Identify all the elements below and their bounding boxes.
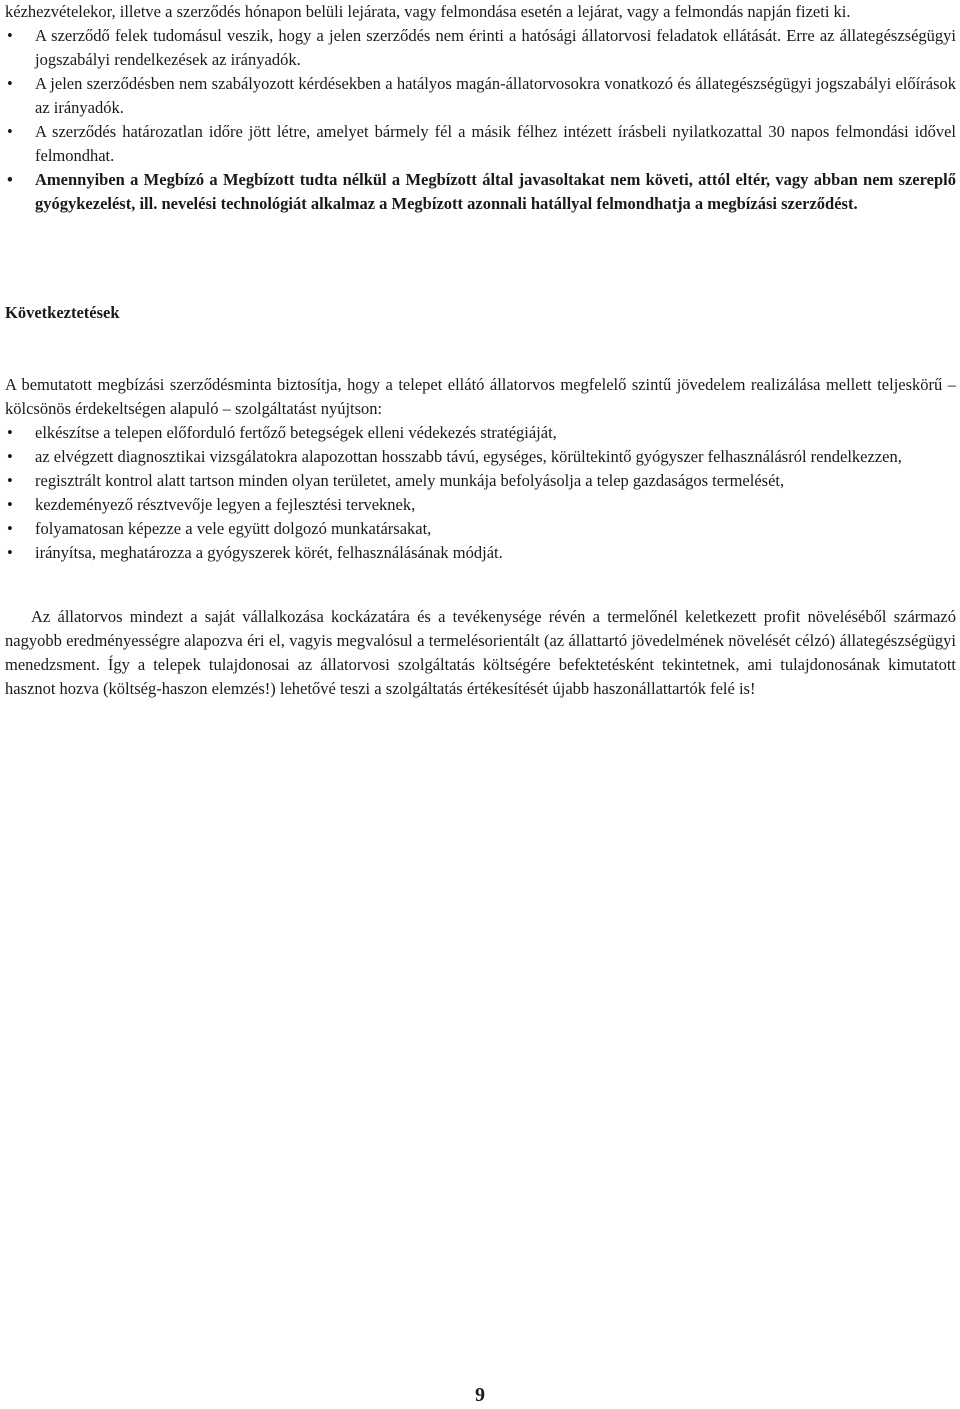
- top-section: [5, 0, 956, 216]
- list-item: [5, 24, 956, 72]
- list-item-text: Amennyiben a Megbízó a Megbízott tudta nélkül a Megbízott által javasoltakat nem követi, attól eltér, vagy abban nem szereplő gyógykezelést, ill. nevelési technológiát alkalmaz a Megbízott azonnali hatállyal felmondhatja a megbízási szerződést.: [35, 170, 956, 213]
- list-item-text: A jelen szerződésben nem szabályozott kérdésekben a hatályos magán-állatorvosokra vonatkozó és állategészségügyi jogszabályi előírások az irányadók.: [35, 74, 956, 117]
- list-item: [5, 541, 956, 565]
- closing-paragraph: Az állatorvos mindezt a saját vállalkozása kockázatára és a tevékenysége révén a termelőnél keletkezett profit növeléséből származó nagyobb eredményességre alapozva éri el, vagyis megvalósul a termelésorientált (az állattartó jövedelmének növelését célzó) állategészségügyi menedzsment. Így a telepek tulajdonosai az állatorvosi szolgáltatás költségére befektetésként tekintetnek, ami tulajdonosának kimutatott hasznot hozva (költség-haszon elemzés!) lehetővé teszi a szolgáltatás értékesítését újabb haszonállattartók felé is!: [5, 607, 956, 698]
- list-item: [5, 72, 956, 120]
- bullet-icon: •: [7, 423, 13, 442]
- list-item: [5, 493, 956, 517]
- list-item-text: az elvégzett diagnosztikai vizsgálatokra alapozottan hosszabb távú, egységes, körültekintő gyógyszer felhasználásról rendelkezzen,: [35, 447, 902, 466]
- list-item: [5, 469, 956, 493]
- bullet-icon: •: [7, 122, 13, 141]
- page-number: 9: [475, 1384, 485, 1406]
- list-item-text: regisztrált kontrol alatt tartson minden olyan területet, amely munkája befolyásolja a telep gazdaságos termelését,: [35, 471, 785, 490]
- bullet-icon: •: [7, 519, 13, 538]
- list-item-text: A szerződő felek tudomásul veszik, hogy a jelen szerződés nem érinti a hatósági állatorvosi feladatok ellátását. Erre az állategészségügyi jogszabályi rendelkezések az irányadók.: [35, 26, 956, 69]
- bullet-icon: •: [7, 74, 13, 93]
- intro-paragraph: A bemutatott megbízási szerződésminta biztosítja, hogy a telepet ellátó állatorvos megfelelő szintű jövedelem realizálása mellett teljeskörű – kölcsönös érdekeltségen alapuló – szolgáltatást nyújtson:: [5, 375, 956, 418]
- bullet-icon: •: [7, 170, 13, 189]
- section-heading: Következtetések: [5, 303, 120, 322]
- bullet-icon: •: [7, 471, 13, 490]
- list-item: [5, 421, 956, 445]
- conclusions-section: [5, 373, 956, 565]
- list-item: [5, 517, 956, 541]
- list-item-text: A szerződés határozatlan időre jött létre, amelyet bármely fél a másik félhez intézett írásbeli nyilatkozattal 30 napos felmondási idővel felmondhat.: [35, 122, 956, 165]
- bullet-icon: •: [7, 447, 13, 466]
- bullet-icon: •: [7, 26, 13, 45]
- list-item: [5, 445, 956, 469]
- list-item: [5, 120, 956, 168]
- list-item-text: irányítsa, meghatározza a gyógyszerek körét, felhasználásának módját.: [35, 543, 503, 562]
- bullet-icon: •: [7, 495, 13, 514]
- closing-section: [5, 605, 956, 701]
- contract-terms-list: [5, 24, 956, 216]
- continuation-paragraph: kézhezvételekor, illetve a szerződés hónapon belüli lejárata, vagy felmondása esetén a lejárat, vagy a felmondás napján fizeti ki.: [5, 2, 851, 21]
- list-item-text: folyamatosan képezze a vele együtt dolgozó munkatársakat,: [35, 519, 432, 538]
- list-item-text: kezdeményező résztvevője legyen a fejlesztési terveknek,: [35, 495, 416, 514]
- conclusions-list: [5, 421, 956, 565]
- list-item: [5, 168, 956, 216]
- bullet-icon: •: [7, 543, 13, 562]
- list-item-text: elkészítse a telepen előforduló fertőző betegségek elleni védekezés stratégiáját,: [35, 423, 557, 442]
